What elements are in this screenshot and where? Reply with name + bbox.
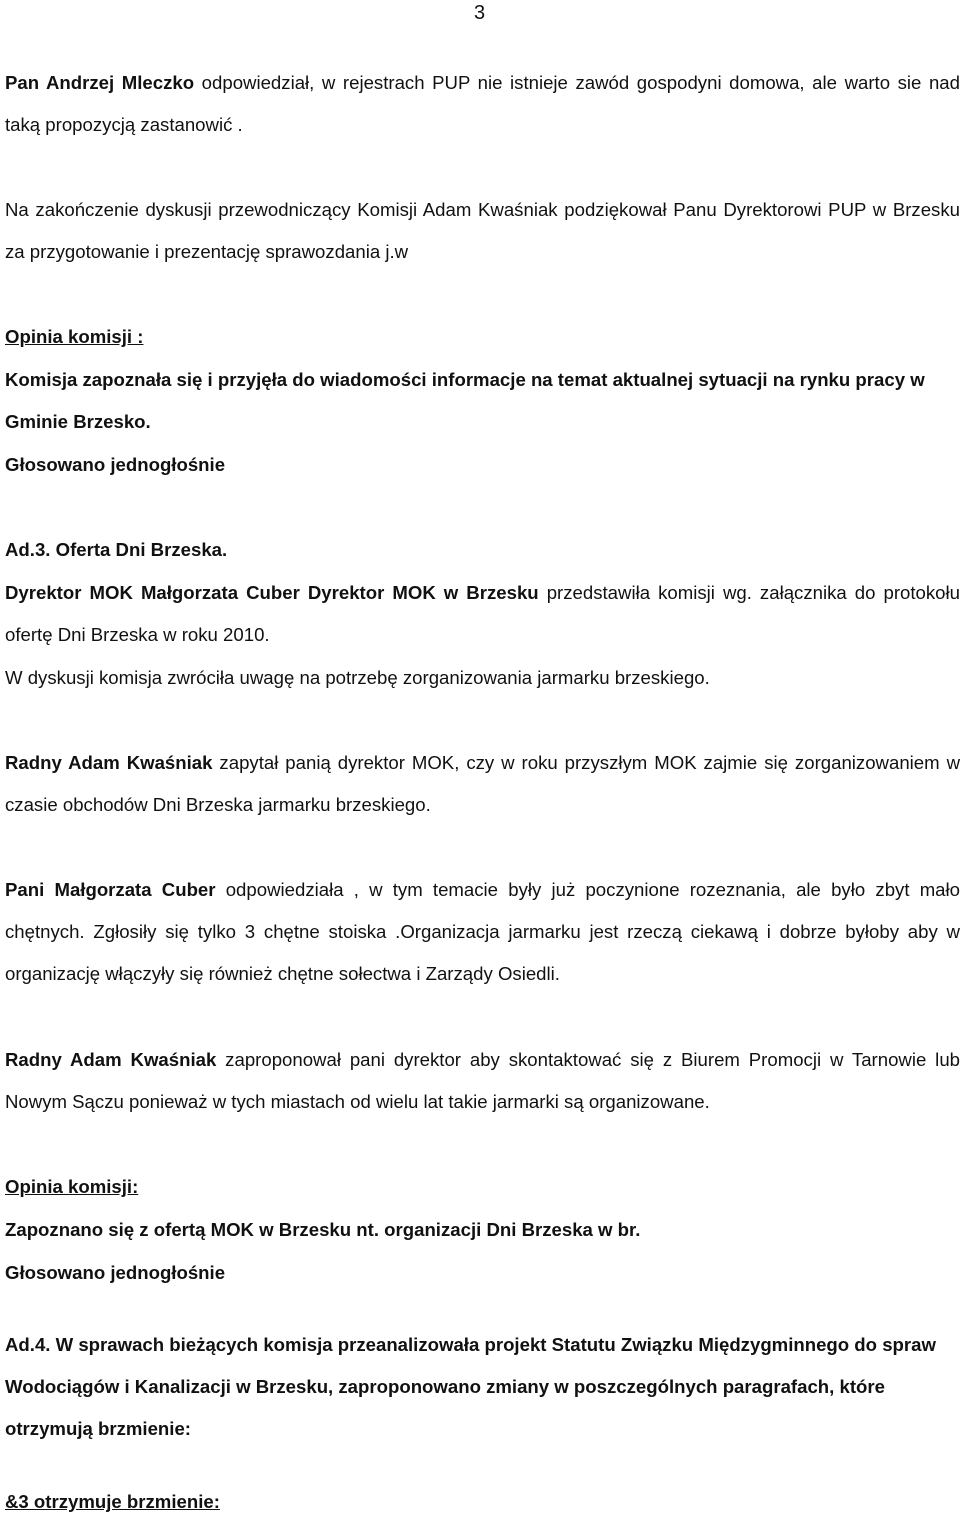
- paragraph-text: odpowiedziała , w tym temacie były już poczynione rozeznania, ale było zbyt mało chętnych. Zgłosiły się tylko 3 chętne stoiska .Organizacja jarmarku jest rzeczą ciekawą i dobrze byłoby aby w organizację włączyły się również chętne sołectwa i Zarządy Osiedli.: [5, 879, 960, 984]
- agenda-item-4: Ad.4. W sprawach bieżących komisja przeanalizowała projekt Statutu Związku Międzygminnego do spraw Wodociągów i Kanalizacji w Brzesku, zaproponowano zmiany w poszczególnych paragrafach, które otrzymują brzmienie:: [5, 1334, 936, 1439]
- paragraph-text: zapytał panią dyrektor MOK, czy w roku przyszłym MOK zajmie się zorganizowaniem w czasie obchodów Dni Brzeska jarmarku brzeskiego.: [5, 752, 960, 815]
- opinion-heading: Opinia komisji:: [5, 1176, 139, 1197]
- paragraph-kwasniak-proposal: [5, 1039, 960, 1123]
- paragraph-text: odpowiedział, w rejestrach PUP nie istnieje zawód gospodyni domowa, ale warto sie nad taką propozycją zastanowić .: [5, 72, 960, 135]
- paragraph-closing: Na zakończenie dyskusji przewodniczący Komisji Adam Kwaśniak podziękował Panu Dyrektorowi PUP w Brzesku za przygotowanie i prezentację sprawozdania j.w: [5, 199, 960, 262]
- opinion-text: Komisja zapoznała się i przyjęła do wiadomości informacje na temat aktualnej sytuacji na rynku pracy w Gminie Brzesko.: [5, 369, 925, 432]
- paragraph-text: zaproponował pani dyrektor aby skontaktować się z Biurem Promocji w Tarnowie lub Nowym Sączu ponieważ w tych miastach od wielu lat takie jarmarki są organizowane.: [5, 1049, 960, 1112]
- speaker-name: Pani Małgorzata Cuber: [5, 879, 216, 900]
- opinion-text: Zapoznano się z ofertą MOK w Brzesku nt. organizacji Dni Brzeska w br.: [5, 1219, 641, 1240]
- vote-result: Głosowano jednogłośnie: [5, 1262, 226, 1283]
- paragraph-discussion: W dyskusji komisja zwróciła uwagę na potrzebę zorganizowania jarmarku brzeskiego.: [5, 667, 710, 688]
- speaker-name: Pan Andrzej Mleczko: [5, 72, 195, 93]
- speaker-name: Radny Adam Kwaśniak: [5, 1049, 217, 1070]
- paragraph-mleczko: [5, 62, 960, 146]
- page-number: 3: [474, 2, 486, 24]
- paragraph-cuber-offer: [5, 572, 960, 656]
- speaker-name: Radny Adam Kwaśniak: [5, 752, 213, 773]
- section-heading: &3 otrzymuje brzmienie:: [5, 1491, 220, 1512]
- speaker-name: Dyrektor MOK Małgorzata Cuber Dyrektor MOK w Brzesku: [5, 582, 539, 603]
- vote-result: Głosowano jednogłośnie: [5, 454, 226, 475]
- paragraph-kwasniak-question: [5, 742, 960, 826]
- paragraph-cuber-answer: [5, 869, 960, 995]
- paragraph-text: przedstawiła komisji wg. załącznika do protokołu ofertę Dni Brzeska w roku 2010.: [5, 582, 960, 645]
- agenda-item-3-heading: Ad.3. Oferta Dni Brzeska.: [5, 539, 228, 560]
- opinion-heading: Opinia komisji :: [5, 326, 144, 347]
